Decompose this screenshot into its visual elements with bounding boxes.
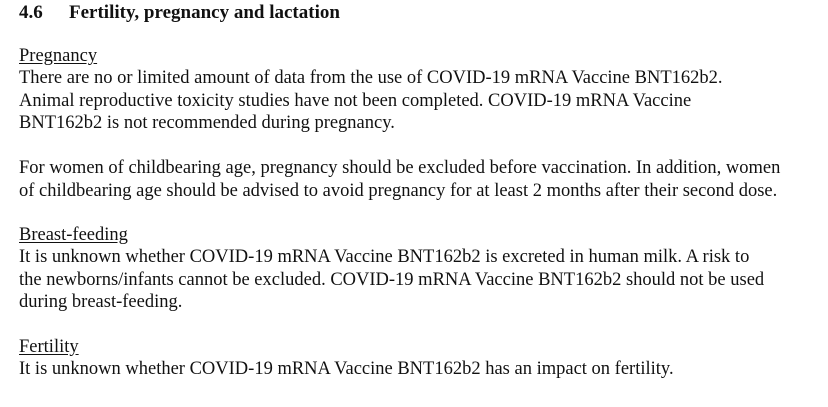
breastfeeding-section [19, 224, 819, 314]
pregnancy-subheading: Pregnancy [19, 46, 98, 66]
pregnancy-section [19, 45, 819, 135]
text-line: during breast-feeding. [19, 292, 183, 312]
text-line: of childbearing age should be advised to avoid pregnancy for at least 2 months after their second dose. [19, 180, 778, 201]
breastfeeding-subheading: Breast-feeding [19, 225, 128, 245]
section-heading [19, 2, 340, 24]
section-title: Fertility, pregnancy and lactation [69, 2, 340, 23]
text-line: It is unknown whether COVID-19 mRNA Vaccine BNT162b2 has an impact on fertility. [19, 359, 674, 379]
fertility-paragraph [19, 358, 819, 381]
section-number: 4.6 [19, 2, 43, 23]
pregnancy-paragraph-1 [19, 67, 819, 135]
text-line: It is unknown whether COVID-19 mRNA Vaccine BNT162b2 is excreted in human milk. A risk to [19, 247, 750, 267]
fertility-section [19, 336, 819, 381]
text-line: For women of childbearing age, pregnancy should be excluded before vaccination. In addition, women [19, 158, 781, 178]
breastfeeding-paragraph [19, 246, 819, 314]
text-line: There are no or limited amount of data from the use of COVID-19 mRNA Vaccine BNT162b2. [19, 68, 723, 88]
fertility-subheading: Fertility [19, 337, 79, 357]
text-line: the newborns/infants cannot be excluded. COVID-19 mRNA Vaccine BNT162b2 should not be used [19, 269, 765, 290]
pregnancy-paragraph-2-section [19, 157, 819, 202]
pregnancy-paragraph-2 [19, 157, 819, 202]
text-line: Animal reproductive toxicity studies have not been completed. COVID-19 mRNA Vaccine [19, 90, 692, 111]
text-line: BNT162b2 is not recommended during pregnancy. [19, 113, 395, 133]
